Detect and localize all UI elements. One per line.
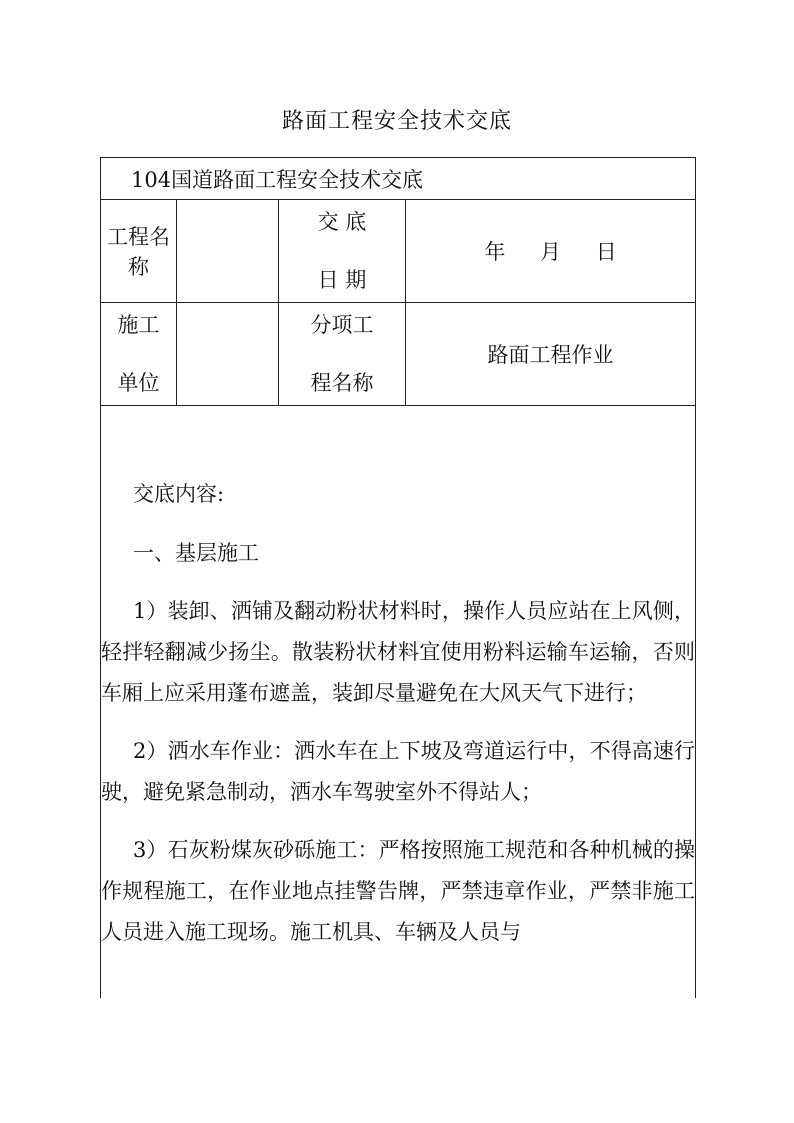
document-title: 路面工程安全技术交底 <box>281 109 512 134</box>
label-line: 施工 <box>117 313 160 337</box>
date-day: 日 <box>595 240 617 264</box>
date-month: 月 <box>540 240 562 264</box>
label-line: 日 期 <box>317 268 367 292</box>
label-line: 工程名 <box>107 225 170 249</box>
subproject-name-label <box>279 303 406 406</box>
content-item: 2）洒水车作业：洒水车在上下坡及弯道运行中，不得高速行驶，避免紧急制动，洒水车驾驶室外不得站人； <box>101 739 695 804</box>
project-name-value <box>177 200 279 303</box>
subproject-name-value: 路面工程作业 <box>406 303 696 406</box>
handover-date-value <box>406 200 696 303</box>
construction-unit-label <box>101 303 177 406</box>
project-heading: 104国道路面工程安全技术交底 <box>101 158 696 200</box>
project-name-label <box>101 200 177 303</box>
content-heading: 交底内容: <box>133 482 225 506</box>
label-line: 单位 <box>117 371 160 395</box>
label-line: 分项工 <box>310 313 374 337</box>
content-item: 3）石灰粉煤灰砂砾施工：严格按照施工规范和各种机械的操作规程施工，在作业地点挂警告牌，严禁违章作业，严禁非施工人员进入施工现场。施工机具、车辆及人员与 <box>101 838 695 944</box>
content-item: 1）装卸、洒铺及翻动粉状材料时，操作人员应站在上风侧，轻拌轻翻减少扬尘。散装粉状材料宜使用粉料运输车运输，否则车厢上应采用蓬布遮盖，装卸尽量避免在大风天气下进行； <box>101 599 695 705</box>
label-line: 程名称 <box>310 371 374 395</box>
label-line: 称 <box>128 255 149 279</box>
label-line: 交 底 <box>317 210 367 234</box>
handover-date-label <box>279 200 406 303</box>
date-year: 年 <box>484 240 506 264</box>
section-heading: 一、基层施工 <box>133 541 259 565</box>
handover-info-table <box>100 157 696 406</box>
construction-unit-value <box>177 303 279 406</box>
handover-content-box <box>100 406 696 998</box>
